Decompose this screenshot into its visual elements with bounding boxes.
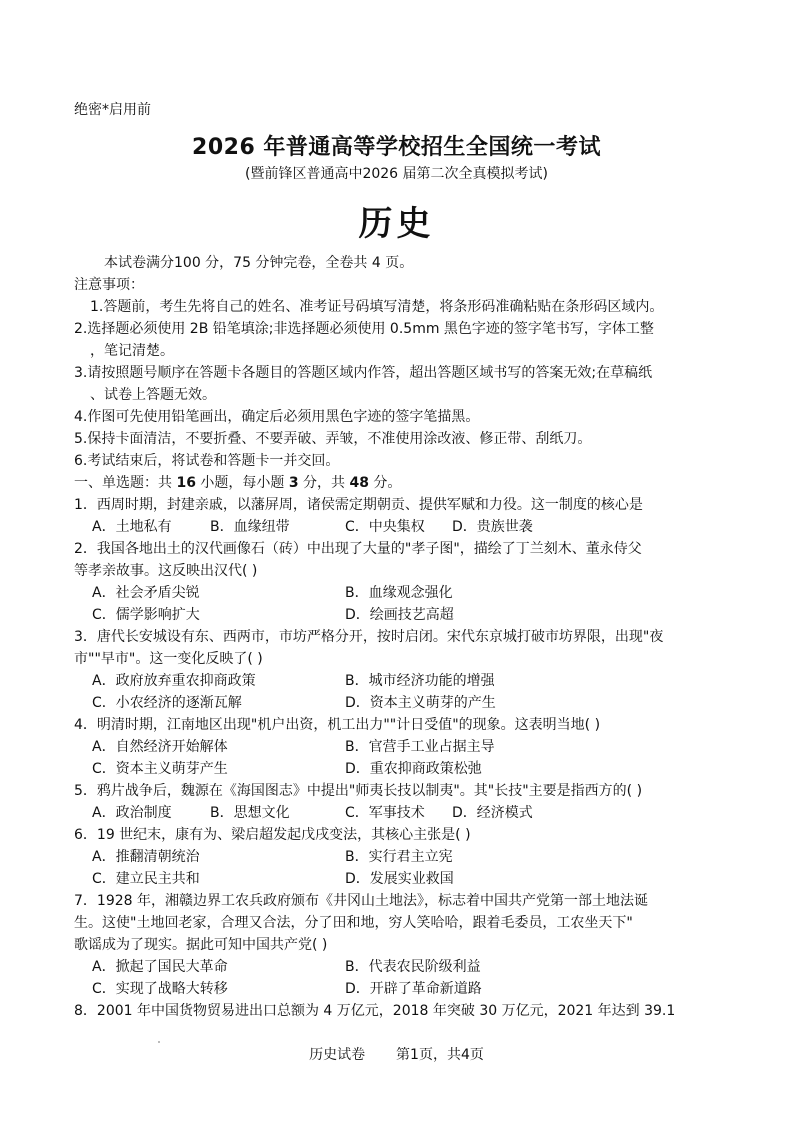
exam-subtitle: (暨前锋区普通高中2026 届第二次全真模拟考试)	[244, 166, 548, 182]
footer-subject: 历史试卷	[309, 1047, 366, 1063]
notice-item: 2.选择题必须使用 2B 铅笔填涂;非选择题必须使用 0.5mm 黑色字迹的签字笔书写，字体工整	[74, 321, 654, 337]
notice-item: 5.保持卡面清洁，不要折叠、不要弄破、弄皱，不准使用涂改液、修正带、刮纸刀。	[74, 431, 592, 447]
option-a[interactable]: A．推翻清朝统治	[92, 849, 200, 865]
question-stem: 1．西周时期，封建亲戚，以藩屏周，诸侯需定期朝贡、提供军赋和力役。这一制度的核心是	[74, 497, 643, 513]
question-stem: 5．鸦片战争后，魏源在《海国图志》中提出"师夷长技以制夷"。其"长技"主要是指西方的( )	[74, 783, 643, 799]
notice-item: 6.考试结束后，将试卷和答题卡一并交回。	[74, 453, 340, 469]
option-b[interactable]: B．血缘纽带	[210, 519, 290, 535]
option-b[interactable]: B．代表农民阶级利益	[345, 959, 481, 975]
question-stem: 7．1928 年，湘赣边界工农兵政府颁布《井冈山土地法》，标志着中国共产党第一部土地法诞	[74, 893, 648, 909]
question-stem: 8．2001 年中国货物贸易进出口总额为 4 万亿元，2018 年突破 30 万亿元，2021 年达到 39.1	[74, 1003, 676, 1019]
page-footer	[0, 1044, 793, 1064]
option-a[interactable]: A．土地私有	[92, 519, 172, 535]
question-stem: 6．19 世纪末，康有为、梁启超发起戊戌变法，其核心主张是( )	[74, 827, 471, 843]
subject-title: 历史	[358, 204, 435, 244]
question-stem: 3．唐代长安城设有东、西两市，市坊严格分开，按时启闭。宋代东京城打破市坊界限，出现"夜	[74, 629, 664, 645]
points-per-question: 3	[288, 475, 299, 491]
confidential-mark: 绝密*启用前	[74, 102, 151, 118]
option-c[interactable]: C．儒学影响扩大	[92, 607, 200, 623]
question-stem-continued: 歌谣成为了现实。据此可知中国共产党( )	[74, 937, 328, 953]
notice-item: 3.请按照题号顺序在答题卡各题目的答题区域内作答，超出答题区域书写的答案无效;在草稿纸	[74, 365, 653, 381]
total-points: 48	[349, 475, 369, 491]
option-c[interactable]: C．中央集权	[345, 519, 425, 535]
question-count: 16	[176, 475, 196, 491]
section-heading	[74, 472, 401, 494]
section-text: 一、单选题：共	[74, 475, 177, 491]
notice-heading: 注意事项：	[74, 277, 144, 293]
option-a[interactable]: A．掀起了国民大革命	[92, 959, 228, 975]
option-b[interactable]: B．城市经济功能的增强	[345, 673, 495, 689]
option-c[interactable]: C．军事技术	[345, 805, 425, 821]
option-c[interactable]: C．实现了战略大转移	[92, 981, 228, 997]
footer-page-number: 第1页，共4页	[396, 1047, 484, 1063]
notice-item-continued: 、试卷上答题无效。	[90, 387, 216, 403]
exam-title: 2026 年普通高等学校招生全国统一考试	[192, 135, 601, 160]
notice-item-continued: ，笔记清楚。	[90, 343, 174, 359]
option-a[interactable]: A．政治制度	[92, 805, 172, 821]
option-c[interactable]: C．资本主义萌芽产生	[92, 761, 228, 777]
notice-item: 4.作图可先使用铅笔画出，确定后必须用黑色字迹的签字笔描黑。	[74, 409, 480, 425]
option-b[interactable]: B．官营手工业占据主导	[345, 739, 495, 755]
notice-item: 1.答题前，考生先将自己的姓名、准考证号码填写清楚，将条形码准确粘贴在条形码区域内。	[90, 299, 664, 315]
option-a[interactable]: A．自然经济开始解体	[92, 739, 228, 755]
option-b[interactable]: B．思想文化	[210, 805, 290, 821]
option-d[interactable]: D．资本主义萌芽的产生	[345, 695, 496, 711]
question-stem-continued: 生。这使"土地回老家，合理又合法，分了田和地，穷人笑哈哈，跟着毛委员，工农坐天下"	[74, 915, 633, 931]
option-d[interactable]: D．重农抑商政策松弛	[345, 761, 482, 777]
question-stem-continued: 市""早市"。这一变化反映了( )	[74, 651, 263, 667]
question-stem: 2．我国各地出土的汉代画像石（砖）中出现了大量的"孝子图"，描绘了丁兰刻木、董永侍父	[74, 541, 642, 557]
option-d[interactable]: D．经济模式	[452, 805, 533, 821]
option-a[interactable]: A．社会矛盾尖锐	[92, 585, 200, 601]
option-d[interactable]: D．发展实业救国	[345, 871, 454, 887]
option-d[interactable]: D．绘画技艺高超	[345, 607, 454, 623]
question-stem-continued: 等孝亲故事。这反映出汉代( )	[74, 563, 258, 579]
option-c[interactable]: C．小农经济的逐渐瓦解	[92, 695, 242, 711]
section-text: 小题，每小题	[195, 475, 289, 491]
option-d[interactable]: D．贵族世袭	[452, 519, 533, 535]
section-text: 分。	[368, 475, 402, 491]
exam-intro: 本试卷满分100 分，75 分钟完卷，全卷共 4 页。	[104, 255, 414, 271]
scan-dot	[158, 1041, 160, 1043]
section-text: 分，共	[298, 475, 350, 491]
option-b[interactable]: B．血缘观念强化	[345, 585, 453, 601]
option-d[interactable]: D．开辟了革命新道路	[345, 981, 482, 997]
question-stem: 4．明清时期，江南地区出现"机户出资，机工出力""计日受值"的现象。这表明当地( )	[74, 717, 601, 733]
option-c[interactable]: C．建立民主共和	[92, 871, 200, 887]
option-b[interactable]: B．实行君主立宪	[345, 849, 453, 865]
option-a[interactable]: A．政府放弃重农抑商政策	[92, 673, 256, 689]
